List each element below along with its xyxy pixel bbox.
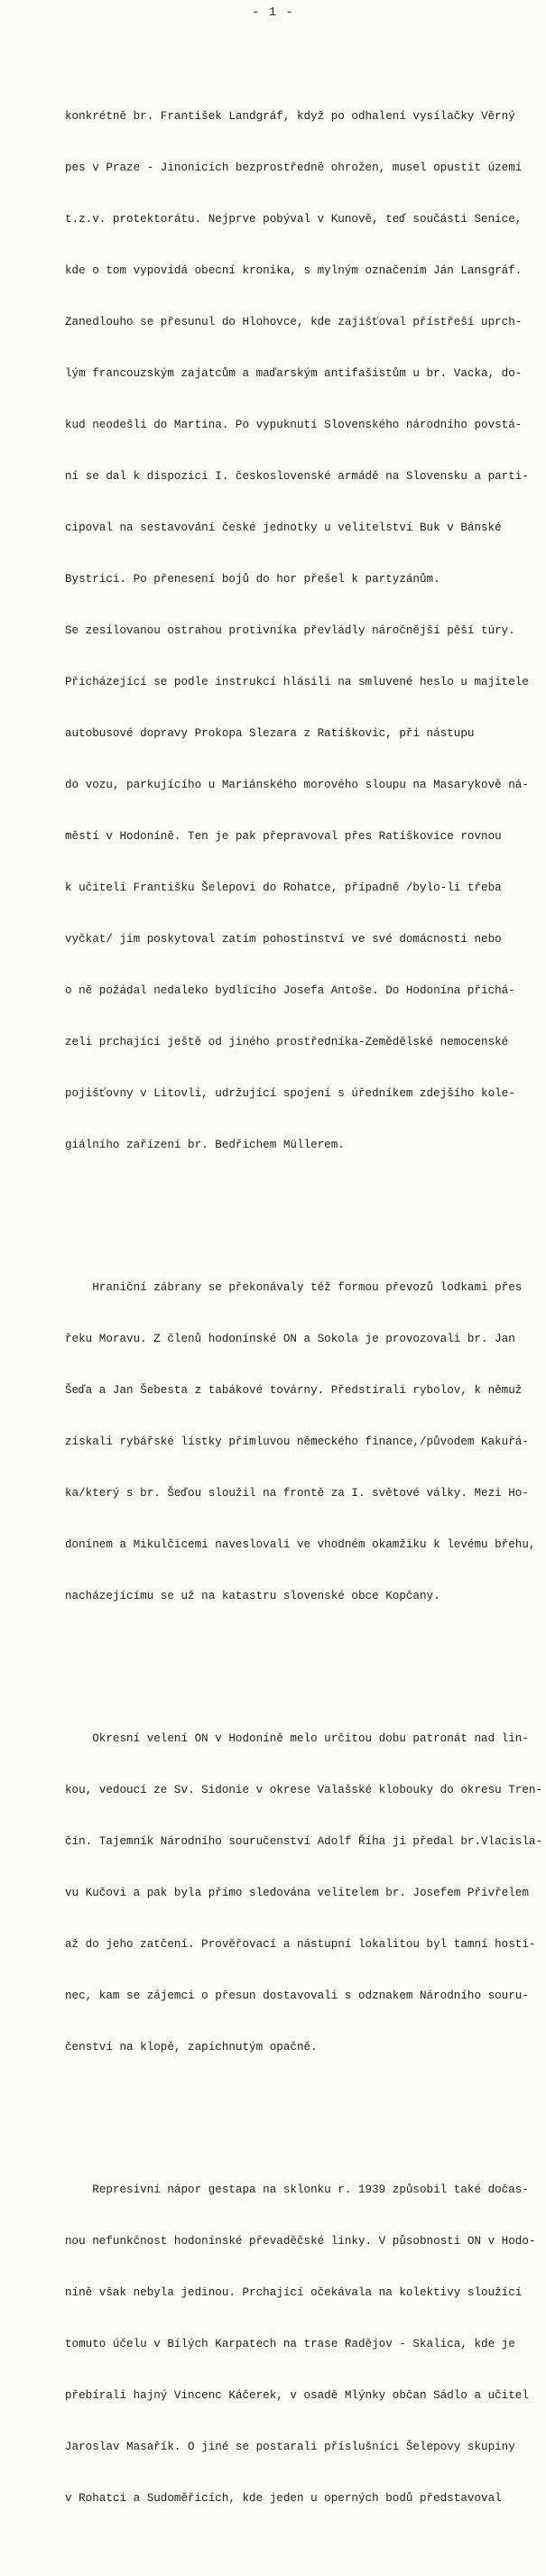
text-line: lým francouzským zajatcům a maďarským antifašistům u br. Vacka, do- <box>65 367 523 380</box>
text-line: nec, kam se zájemci o přesun dostavovali s odznakem Národního souru- <box>65 1990 529 2002</box>
text-line: Přicházející se podle instrukcí hlásili na smluvené heslo u majitele <box>65 676 529 688</box>
text-line: vu Kučovi a pak byla přímo sledována velitelem br. Josefem Přivřelem <box>65 1887 529 1899</box>
paragraph <box>65 2147 534 2542</box>
text-line: v Rohatci a Sudoměřicích, kde jeden u operných bodů představoval <box>65 2492 502 2505</box>
text-line: kou, vedoucí ze Sv. Sidonie v okrese Valašské klobouky do okresu Tren- <box>65 1784 543 1796</box>
text-line: Šeďa a Jan Šebesta z tabákové továrny. Předstírali rybolov, k němuž <box>65 1384 523 1397</box>
text-line: Represivní nápor gestapa na sklonku r. 1939 způsobil také dočas- <box>65 2184 529 2196</box>
text-line: pojišťovny v Litovli, udržující spojení s úředníkem zdejšího kole- <box>65 1087 515 1100</box>
text-line: ka/který s br. Šeďou sloužil na frontě za I. světové války. Mezi Ho- <box>65 1487 529 1500</box>
text-line: získali rybářské lístky přímluvou německého finance,/původem Kakuřá- <box>65 1436 529 1448</box>
text-line: čín. Tajemník Národního souručenství Adolf Říha ji předal br.Vlacisla- <box>65 1835 543 1848</box>
text-line: k učiteli Františku Šelepovi do Rohatce, případně /bylo-li třeba <box>65 882 502 894</box>
text-line: čenství na klopě, zapíchnutým opačně. <box>65 2041 318 2054</box>
text-line: řeku Moravu. Z členů hodonínské ON a Sokola je provozovali br. Jan <box>65 1333 515 1345</box>
text-line: konkrétně br. František Landgráf, když po odhalení vysílačky Věrný <box>65 110 515 123</box>
text-line: tomuto účelu v Bílých Karpatech na trase Radějov - Skalica, kde je <box>65 2338 515 2350</box>
text-line: přebírali hajný Vincenc Káčerek, v osadě Mlýnky občan Sádlo a učitel <box>65 2389 529 2402</box>
paragraph <box>65 1696 543 2091</box>
text-line: zeli prchající ještě od jiného prostředníka-Zemědělské nemocenské <box>65 1036 509 1048</box>
text-line: Se zesilovanou ostrahou protivníka převládly náročnější pěší túry. <box>65 624 515 637</box>
page-number: - 1 - <box>251 5 294 20</box>
paragraph <box>65 74 534 1188</box>
text-line: pes v Praze - Jinonicích bezprostředně ohrožen, musel opustit území <box>65 162 523 174</box>
text-line: cipoval na sestavování české jednotky u velitelství Buk v Bánské <box>65 522 502 534</box>
text-line: Bystrici. Po přenesení bojů do hor přešel k partyzánům. <box>65 573 440 586</box>
text-line: městí v Hodoníně. Ten je pak přepravoval přes Ratíškovice rovnou <box>65 830 502 843</box>
text-line: až do jeho zatčení. Prověřovací a nástupní lokalitou byl tamní hostí- <box>65 1938 536 1951</box>
text-line: Zanedlouho se přesunul do Hlohovce, kde zajišťoval přístřeší uprch- <box>65 316 523 328</box>
text-line: vyčkat/ jim poskytoval zatím pohostinství ve své domácnosti nebo <box>65 933 502 946</box>
text-line: kde o tom vypovídá obecní kronika, s mylným označením Ján Lansgráf. <box>65 264 523 277</box>
text-line: t.z.v. protektorátu. Nejprve pobýval v Kunově, teď součásti Senice, <box>65 213 523 226</box>
text-line: donínem a Mikulčicemi naveslovali ve vhodném okamžiku k levému břehu, <box>65 1538 536 1551</box>
text-line: giálního zařízení br. Bedřichem Müllerem. <box>65 1139 345 1151</box>
text-line: níně však nebyla jedinou. Prchající očekávala na kolektivy sloužící <box>65 2286 523 2299</box>
text-line: do vozu, parkujícího u Mariánského morového sloupu na Masarykově ná- <box>65 779 529 791</box>
text-line: nou nefunkčnost hodonínské převaděčské linky. V působnosti ON v Hodo- <box>65 2235 536 2248</box>
body-text <box>65 40 543 2576</box>
text-line: ní se dal k dispozici I. československé armádě na Slovensku a parti- <box>65 470 529 483</box>
text-line: Okresní velení ON v Hodoníně melo určitou dobu patronát nad lin- <box>65 1732 529 1745</box>
text-line: autobusové dopravy Prokopa Slezara z Ratíškovic, při nástupu <box>65 727 475 740</box>
text-line: nacházejícímu se už na katastru slovenské obce Kopčany. <box>65 1590 440 1602</box>
text-line: Jaroslav Masařík. O jiné se postarali příslušníci Šelepovy skupiny <box>65 2441 515 2453</box>
paragraph <box>65 1245 534 1639</box>
text-line: o ně požádal nedaleko bydlícího Josefa Antoše. Do Hodonína přichá- <box>65 984 515 997</box>
text-line: Hraniční zábrany se překonávaly též formou převozů lodkami přes <box>65 1281 523 1294</box>
text-line: kud neodešli do Martina. Po vypuknutí Slovenského národního povstá- <box>65 419 523 431</box>
